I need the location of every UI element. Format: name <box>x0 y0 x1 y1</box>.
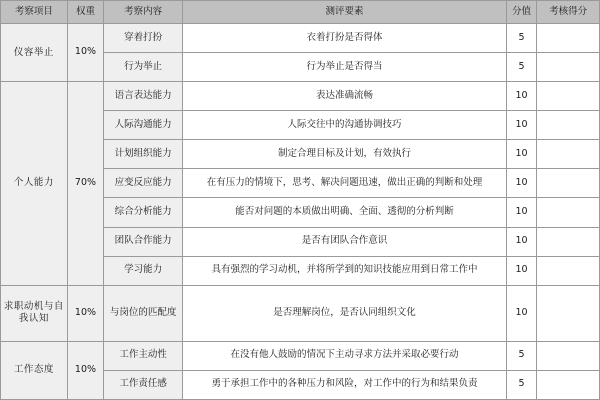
row-criteria: 衣着打扮是否得体 <box>183 24 507 53</box>
row-result[interactable] <box>537 24 600 53</box>
table-body <box>1 24 600 400</box>
row-category: 仪容举止 <box>1 24 68 82</box>
table-header <box>1 1 600 24</box>
row-subitem: 语言表达能力 <box>104 82 183 111</box>
row-result[interactable] <box>537 169 600 198</box>
row-score: 5 <box>506 24 536 53</box>
row-criteria: 能否对问题的本质做出明确、全面、透彻的分析判断 <box>183 198 507 227</box>
row-score: 10 <box>506 256 536 285</box>
row-criteria: 具有强烈的学习动机，并将所学到的知识技能应用到日常工作中 <box>183 256 507 285</box>
row-subitem: 人际沟通能力 <box>104 111 183 140</box>
row-criteria: 在有压力的情境下，思考、解决问题迅速，做出正确的判断和处理 <box>183 169 507 198</box>
header-row <box>1 1 600 24</box>
row-score: 10 <box>506 285 536 341</box>
row-category: 个人能力 <box>1 82 68 286</box>
row-subitem: 计划组织能力 <box>104 140 183 169</box>
header-weight: 权重 <box>67 1 103 24</box>
header-category: 考察项目 <box>1 1 68 24</box>
row-score: 10 <box>506 111 536 140</box>
row-result[interactable] <box>537 111 600 140</box>
row-score: 10 <box>506 169 536 198</box>
row-result[interactable] <box>537 140 600 169</box>
row-subitem: 学习能力 <box>104 256 183 285</box>
row-subitem: 工作主动性 <box>104 341 183 370</box>
row-subitem: 行为举止 <box>104 53 183 82</box>
row-category: 求职动机与自我认知 <box>1 285 68 341</box>
row-result[interactable] <box>537 285 600 341</box>
row-result[interactable] <box>537 227 600 256</box>
row-subitem: 工作责任感 <box>104 370 183 399</box>
header-criteria: 测评要素 <box>183 1 507 24</box>
row-score: 10 <box>506 140 536 169</box>
row-result[interactable] <box>537 198 600 227</box>
row-criteria: 在没有他人鼓励的情况下主动寻求方法并采取必要行动 <box>183 341 507 370</box>
row-score: 5 <box>506 53 536 82</box>
row-score: 10 <box>506 198 536 227</box>
row-subitem: 综合分析能力 <box>104 198 183 227</box>
header-result: 考核得分 <box>537 1 600 24</box>
table-row <box>1 24 600 53</box>
row-criteria: 是否有团队合作意识 <box>183 227 507 256</box>
row-score: 10 <box>506 82 536 111</box>
header-subitem: 考察内容 <box>104 1 183 24</box>
row-result[interactable] <box>537 82 600 111</box>
row-criteria: 人际交往中的沟通协调技巧 <box>183 111 507 140</box>
row-subitem: 应变反应能力 <box>104 169 183 198</box>
row-score: 10 <box>506 227 536 256</box>
table-row <box>1 82 600 111</box>
row-subitem: 穿着打扮 <box>104 24 183 53</box>
header-score: 分值 <box>506 1 536 24</box>
table-row <box>1 341 600 370</box>
row-weight: 10% <box>67 24 103 82</box>
row-result[interactable] <box>537 53 600 82</box>
row-weight: 10% <box>67 285 103 341</box>
row-subitem: 与岗位的匹配度 <box>104 285 183 341</box>
row-weight: 70% <box>67 82 103 286</box>
row-weight: 10% <box>67 341 103 399</box>
table-row <box>1 285 600 341</box>
row-subitem: 团队合作能力 <box>104 227 183 256</box>
row-score: 5 <box>506 341 536 370</box>
row-criteria: 勇于承担工作中的各种压力和风险，对工作中的行为和结果负责 <box>183 370 507 399</box>
row-criteria: 表达准确流畅 <box>183 82 507 111</box>
row-result[interactable] <box>537 370 600 399</box>
row-score: 5 <box>506 370 536 399</box>
row-category: 工作态度 <box>1 341 68 399</box>
row-criteria: 行为举止是否得当 <box>183 53 507 82</box>
row-result[interactable] <box>537 256 600 285</box>
row-criteria: 制定合理目标及计划，有效执行 <box>183 140 507 169</box>
row-criteria: 是否理解岗位，是否认同组织文化 <box>183 285 507 341</box>
row-result[interactable] <box>537 341 600 370</box>
